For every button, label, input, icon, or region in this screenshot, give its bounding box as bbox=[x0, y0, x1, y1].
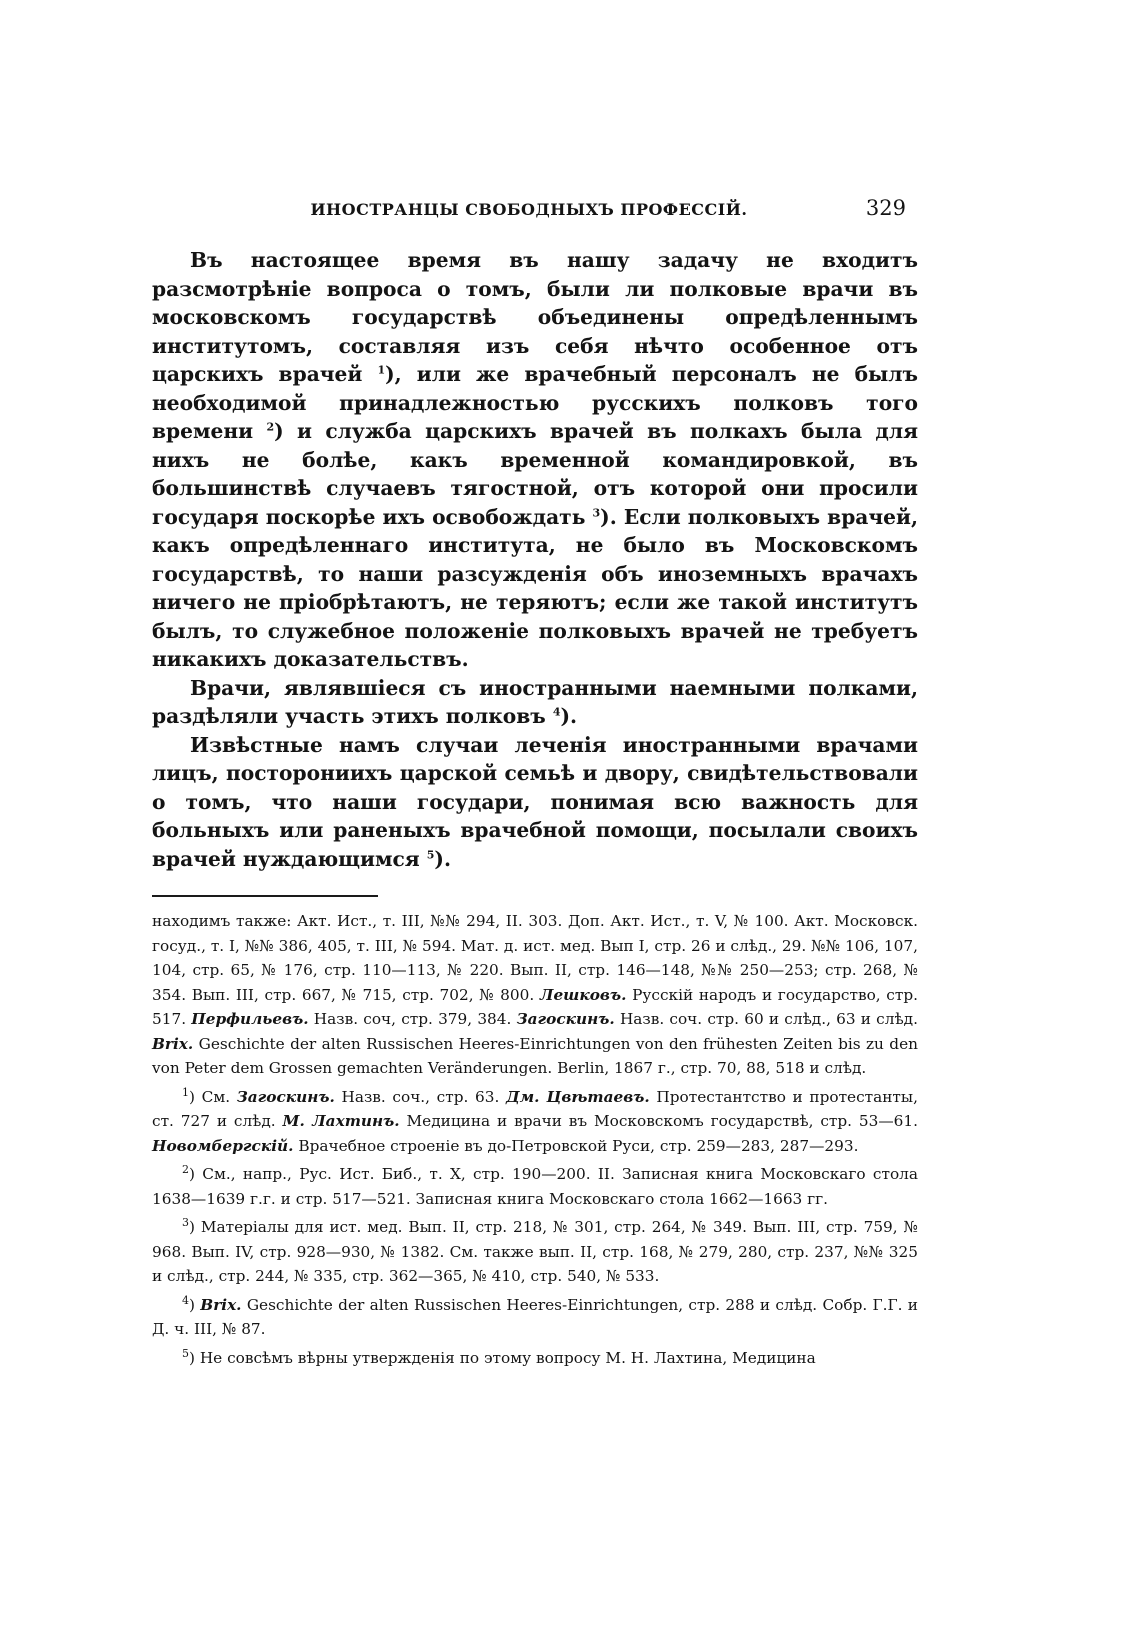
continuation-text-3: Назв. соч, стр. 379, 384. bbox=[313, 1010, 512, 1028]
footnote-2-text: См., напр., Рус. Ист. Биб., т. X, стр. 190—200. II. Записная книга Московскаго стола 1638—1639 г.г. и стр. 517—521. Записная книга Московскаго стола 1662—1663 гг. bbox=[152, 1165, 918, 1208]
continuation-text-1: находимъ также: Акт. Ист., т. III, №№ 294, II. 303. Доп. Акт. Ист., т. V, № 100. Акт. Московск. госуд., т. I, №№ 386, 405, т. III, № 594. Мат. д. ист. мед. Вып I, стр. 26 и слѣд., 29. №№ 106, 107, 104, стр. 65, № 176, стр. 110—113, № 220. Вып. II, стр. 146—148, №№ 250—253; стр. 268, № 354. Вып. III, стр. 667, № 715, стр. 702, № 800. bbox=[152, 912, 918, 1004]
paragraph-1-text-d: ). Если полковыхъ врачей, какъ опредѣленнаго института, не было въ Московскомъ государствѣ, то наши разсужденія объ иноземныхъ врачахъ ничего не пріобрѣтаютъ, не теряютъ; если же такой институтъ былъ, то служебное положеніе полковыхъ врачей не требуетъ никакихъ доказательствъ. bbox=[152, 504, 919, 671]
footnote-ref-2: 2 bbox=[266, 420, 275, 434]
book-page bbox=[152, 196, 918, 1374]
footnote-ref-3: 3 bbox=[592, 505, 601, 519]
paragraph-2-text-b: ). bbox=[560, 704, 578, 728]
running-title: ИНОСТРАНЦЫ СВОБОДНЫХЪ ПРОФЕССІЙ. bbox=[310, 200, 748, 219]
paragraph-2-text-a: Врачи, являвшіеся съ иностранными наемными полками, раздѣляли участь этихъ полковъ bbox=[152, 675, 918, 728]
footnote-ref-5: 5 bbox=[426, 847, 435, 861]
paragraph-2 bbox=[152, 674, 918, 731]
continuation-author-3: Загоскинъ. bbox=[516, 1010, 615, 1028]
paragraph-1 bbox=[152, 246, 918, 674]
footnote-3-mark: 3 bbox=[182, 1215, 189, 1229]
footnote-1-author-2: Дм. Цвѣтаевъ. bbox=[505, 1087, 650, 1106]
footnote-2-mark: 2 bbox=[182, 1162, 189, 1176]
footnote-1-mark: 1 bbox=[182, 1085, 189, 1099]
footnotes bbox=[152, 909, 918, 1370]
footnote-2: $^2$) См., напр., Рус. Ист. Биб., т. X, стр. 190—200. II. Записная книга Московскаго стола 1638—1639 г.г. и стр. 517—521. Записная книга Московскаго стола 1662—1663 гг. bbox=[152, 1162, 918, 1208]
footnote-1-text-4: Медицина и врачи въ Московскомъ государствѣ, стр. 53—61. bbox=[406, 1112, 918, 1130]
running-head bbox=[152, 196, 918, 230]
paragraph-3-text-a: Извѣстные намъ случаи леченія иностранными врачами лицъ, посторониихъ царской семьѣ и двору, свидѣтельствовали о томъ, что наши государи, понимая всю важность для больныхъ или раненыхъ врачебной помощи, посылали своихъ врачей нуждающимся bbox=[152, 732, 918, 871]
page-number: 329 bbox=[865, 196, 906, 220]
footnote-1: $^1$) См. Загоскинъ. Назв. соч., стр. 63. Дм. Цвѣтаевъ. Протестантство и протестанты, ст. 727 и слѣд. М. Лахтинъ. Медицина и врачи въ Московскомъ государствѣ, стр. 53—61. Новомбергскій. Врачебное строеніе въ до-Петровской Руси, стр. 259—283, 287—293. bbox=[152, 1085, 918, 1155]
footnote-continuation bbox=[152, 909, 918, 1081]
footnote-1-author-1: Загоскинъ. bbox=[236, 1087, 335, 1106]
continuation-text-4: Назв. соч. стр. 60 и слѣд., 63 и слѣд. bbox=[619, 1010, 918, 1028]
footnote-3: $^3$) Матеріалы для ист. мед. Вып. II, стр. 218, № 301, стр. 264, № 349. Вып. III, стр. 759, № 968. Вып. IV, стр. 928—930, № 1382. См. также вып. II, стр. 168, № 279, 280, стр. 237, №№ 325 и слѣд., стр. 244, № 335, стр. 362—365, № 410, стр. 540, № 533. bbox=[152, 1215, 918, 1285]
footnote-ref-4: 4 bbox=[552, 705, 561, 719]
footnote-4-mark: 4 bbox=[182, 1293, 189, 1307]
continuation-text-5: Geschichte der alten Russischen Heeres-Einrichtungen von den frühesten Zeiten bis zu den von Peter dem Grossen gemachten Veränderungen. Berlin, 1867 г., стр. 70, 88, 518 и слѣд. bbox=[152, 1034, 918, 1077]
paragraph-1-text-b: ), или же врачебный персоналъ не былъ необходимой принадлежностью русскихъ полковъ того времени bbox=[152, 362, 919, 443]
footnote-3-text: Матеріалы для ист. мед. Вып. II, стр. 218, № 301, стр. 264, № 349. Вып. III, стр. 759, № 968. Вып. IV, стр. 928—930, № 1382. См. также вып. II, стр. 168, № 279, 280, стр. 237, №№ 325 и слѣд., стр. 244, № 335, стр. 362—365, № 410, стр. 540, № 533. bbox=[152, 1218, 918, 1285]
footnote-1-text-2: Назв. соч., стр. 63. bbox=[341, 1087, 500, 1106]
continuation-author-4: Brix. bbox=[152, 1034, 194, 1053]
footnote-4-author: Brix. bbox=[200, 1295, 242, 1314]
continuation-text-2: Русскій народъ и государство, стр. 517. bbox=[152, 985, 918, 1028]
footnote-1-text-5: Врачебное строеніе въ до-Петровской Руси, стр. 259—283, 287—293. bbox=[298, 1136, 859, 1155]
footnote-1-text-3: Протестантство и протестанты, ст. 727 и слѣд. bbox=[152, 1087, 918, 1130]
paragraph-3 bbox=[152, 731, 918, 874]
footnote-ref-1: 1 bbox=[377, 363, 386, 377]
footnote-5-mark: 5 bbox=[182, 1346, 189, 1360]
footnote-4-text: Geschichte der alten Russischen Heeres-Einrichtungen, стр. 288 и слѣд. Собр. Г.Г. и Д. ч. III, № 87. bbox=[152, 1295, 918, 1338]
continuation-author-1: Лешковъ. bbox=[539, 985, 627, 1004]
footnote-4: $^4$) Brix. Geschichte der alten Russischen Heeres-Einrichtungen, стр. 288 и слѣд. Собр. Г.Г. и Д. ч. III, № 87. bbox=[152, 1293, 918, 1338]
paragraph-3-text-b: ). bbox=[434, 846, 452, 871]
paragraph-1-text-c: ) и служба царскихъ врачей въ полкахъ была для нихъ не болѣе, какъ временной командировкой, въ большинствѣ случаевъ тягостной, отъ которой они просили государя поскорѣе ихъ освобождать bbox=[152, 419, 918, 529]
footnote-5-text: Не совсѣмъ вѣрны утвержденія по этому вопросу М. Н. Лахтина, Медицина bbox=[199, 1348, 816, 1367]
footnote-rule bbox=[152, 895, 378, 897]
continuation-author-2: Перфильевъ. bbox=[191, 1010, 309, 1028]
paragraph-1-text-a: Въ настоящее время въ нашу задачу не входитъ разсмотрѣніе вопроса о томъ, были ли полковые врачи въ московскомъ государствѣ объединены опредѣленнымъ институтомъ, составляя изъ себя нѣчто особенное отъ царскихъ врачей bbox=[152, 248, 918, 386]
footnote-1-text-1: См. bbox=[201, 1087, 231, 1106]
body-text bbox=[152, 246, 918, 873]
footnote-5: $^5$) Не совсѣмъ вѣрны утвержденія по этому вопросу М. Н. Лахтина, Медицина bbox=[182, 1346, 816, 1367]
footnote-1-author-3: М. Лахтинъ. bbox=[282, 1112, 400, 1130]
footnote-1-author-4: Новомбергскій. bbox=[152, 1136, 294, 1155]
